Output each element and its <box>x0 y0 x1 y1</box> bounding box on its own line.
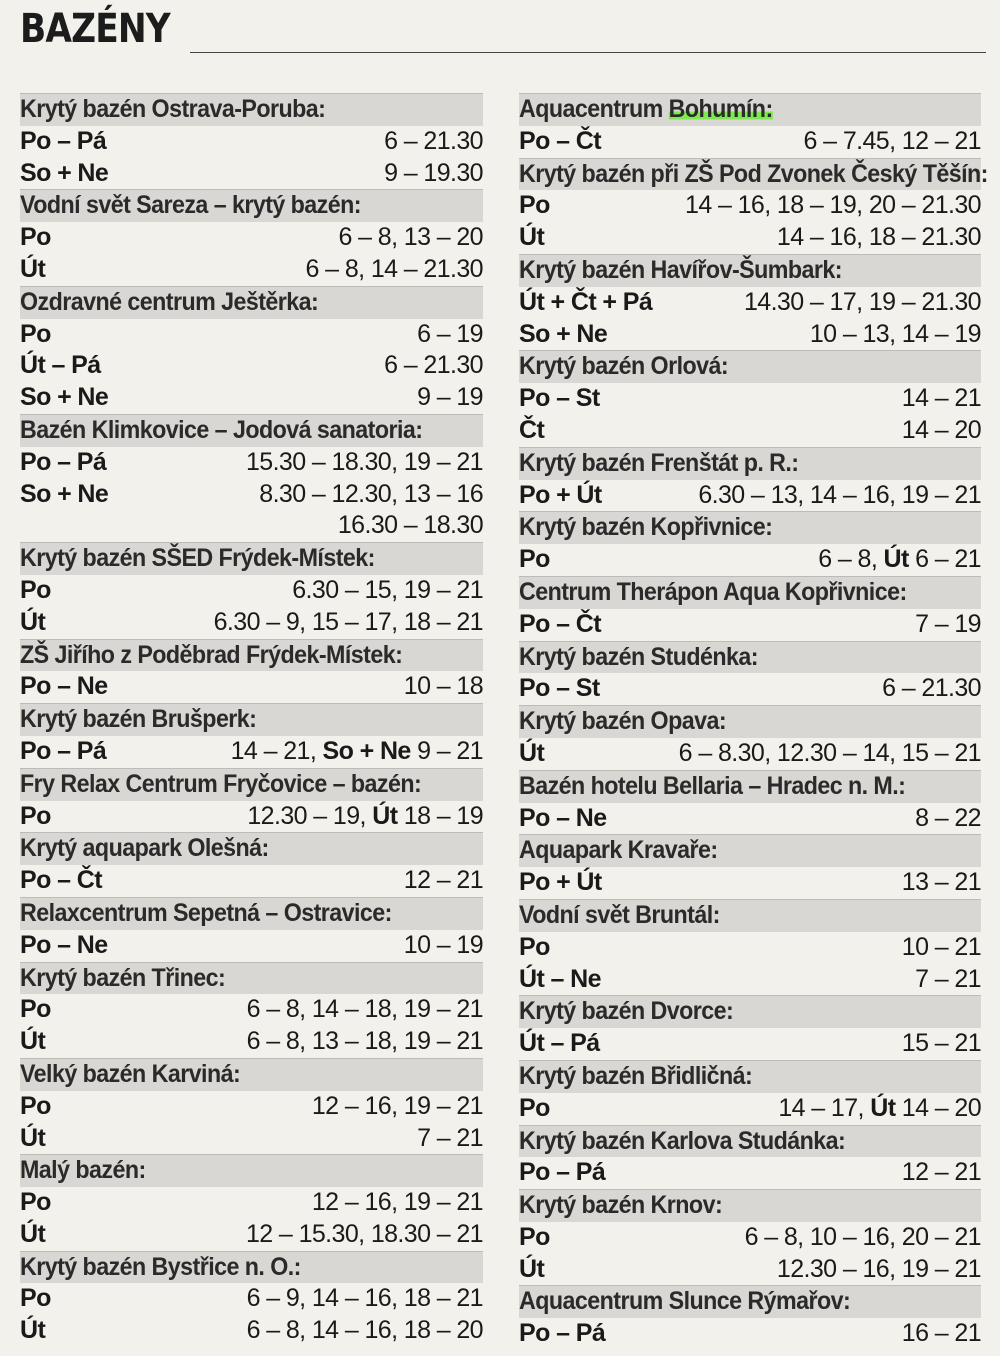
schedule-row <box>519 383 981 415</box>
pool-name-row <box>519 1189 981 1222</box>
schedule-hours: 6 – 8.30, 12.30 – 14, 15 – 21 <box>678 738 981 767</box>
schedule-hours: 6 – 8, 14 – 18, 19 – 21 <box>246 995 483 1024</box>
pool-name-row <box>20 414 483 447</box>
schedule-days: Út <box>519 223 545 252</box>
pool-name: Krytý bazén Dvorce: <box>519 997 734 1026</box>
schedule-row <box>519 609 981 641</box>
schedule-row <box>519 126 981 158</box>
pool-name: Relaxcentrum Sepetná – Ostravice: <box>20 898 392 927</box>
schedule-hours: 7 – 19 <box>915 609 981 638</box>
pool-name: Aquapark Kravaře: <box>519 836 718 865</box>
schedule-hours: 14 – 17, Út 14 – 20 <box>778 1093 981 1122</box>
pool-name: Vodní svět Sareza – krytý bazén: <box>20 191 361 220</box>
schedule-hours: 6 – 19 <box>417 319 483 348</box>
schedule-days: Út + Čt + Pá <box>519 287 653 316</box>
schedule-days: Út <box>519 1254 545 1283</box>
schedule-row <box>20 382 483 414</box>
schedule-days: Po – Čt <box>20 866 102 895</box>
schedule-days: Po <box>20 1284 51 1313</box>
schedule-row <box>519 1318 981 1350</box>
schedule-days: Po – Ne <box>519 803 607 832</box>
schedule-days: Po <box>20 995 51 1024</box>
schedule-days: Út – Pá <box>20 351 101 380</box>
schedule-days-inline: Út <box>883 545 909 574</box>
schedule-hours: 6 – 8, 14 – 16, 18 – 20 <box>246 1316 483 1345</box>
pool-name-row <box>519 447 981 480</box>
schedule-row <box>519 1222 981 1254</box>
pool-name-row <box>20 286 483 319</box>
pool-name-row <box>20 962 483 995</box>
schedule-row <box>519 1254 981 1286</box>
schedule-hours: 15 – 21 <box>901 1029 981 1058</box>
title-rule <box>190 52 986 53</box>
schedule-days: Po + Út <box>519 480 602 509</box>
schedule-row <box>20 254 483 286</box>
schedule-row <box>519 1157 981 1189</box>
schedule-days: Po <box>20 801 51 830</box>
schedule-days: Po – St <box>519 384 600 413</box>
schedule-row <box>20 865 483 897</box>
schedule-days-inline: Út <box>372 801 398 830</box>
schedule-days: So + Ne <box>20 479 109 508</box>
schedule-days: Út <box>519 738 545 767</box>
pool-name: Malý bazén: <box>20 1156 146 1185</box>
schedule-hours: 8.30 – 12.30, 13 – 16 <box>259 479 483 508</box>
right-column <box>519 93 988 1350</box>
pool-name-row <box>20 542 483 575</box>
schedule-days: Po – Pá <box>519 1158 606 1187</box>
schedule-hours: 6 – 8, 14 – 21.30 <box>305 254 483 283</box>
schedule-hours: 15.30 – 18.30, 19 – 21 <box>245 447 483 476</box>
schedule-row <box>20 1283 483 1315</box>
page-title: BAZÉNY <box>20 6 170 52</box>
pool-name-row <box>519 93 981 126</box>
schedule-hours: 7 – 21 <box>915 964 981 993</box>
schedule-days: Po – Ne <box>20 930 108 959</box>
schedule-hours: 14 – 21 <box>901 384 981 413</box>
schedule-row <box>20 1123 483 1155</box>
pool-name-row <box>20 189 483 222</box>
schedule-row <box>20 1026 483 1058</box>
schedule-row <box>20 350 483 382</box>
schedule-hours: 6 – 8, Út 6 – 21 <box>818 545 981 574</box>
schedule-days: Út <box>20 607 46 636</box>
schedule-hours: 16 – 21 <box>901 1319 981 1348</box>
schedule-days: Út <box>20 1219 46 1248</box>
schedule-row <box>20 671 483 703</box>
schedule-days: Po – Pá <box>519 1319 606 1348</box>
schedule-row <box>519 738 981 770</box>
schedule-row <box>20 1219 483 1251</box>
schedule-days: Po <box>519 1222 550 1251</box>
pool-name-row <box>519 899 981 932</box>
schedule-hours: 6 – 8, 10 – 16, 20 – 21 <box>744 1222 981 1251</box>
schedule-days: Po <box>519 191 550 220</box>
schedule-days: Út <box>20 1123 46 1152</box>
schedule-hours: 10 – 13, 14 – 19 <box>809 319 981 348</box>
schedule-hours: 8 – 22 <box>915 803 981 832</box>
schedule-hours: 7 – 21 <box>417 1123 483 1152</box>
schedule-hours: 6 – 9, 14 – 16, 18 – 21 <box>246 1284 483 1313</box>
schedule-row <box>20 126 483 158</box>
schedule-row <box>20 930 483 962</box>
pool-name-row <box>519 705 981 738</box>
schedule-row <box>519 673 981 705</box>
schedule-days: Po <box>519 1093 550 1122</box>
schedule-row <box>519 222 981 254</box>
schedule-hours: 10 – 18 <box>403 672 483 701</box>
pool-name: Krytý bazén při ZŠ Pod Zvonek Český Těšín: <box>519 159 988 188</box>
schedule-days: Út <box>20 1027 46 1056</box>
schedule-hours: 6 – 21.30 <box>384 351 483 380</box>
schedule-row <box>20 1187 483 1219</box>
schedule-days: Po <box>519 932 550 961</box>
schedule-days: Po – St <box>519 674 600 703</box>
schedule-days: Po <box>20 223 51 252</box>
schedule-row <box>519 803 981 835</box>
schedule-row <box>519 480 981 512</box>
schedule-days: Po <box>20 575 51 604</box>
schedule-hours: 14.30 – 17, 19 – 21.30 <box>743 287 981 316</box>
pool-name: ZŠ Jiřího z Poděbrad Frýdek-Místek: <box>20 640 403 669</box>
pool-name-row <box>20 897 483 930</box>
pool-name: Krytý bazén Ostrava-Poruba: <box>20 95 326 123</box>
schedule-row <box>519 964 981 996</box>
pool-name: Aquacentrum Bohumín: <box>519 94 773 126</box>
pool-name-row <box>519 641 981 674</box>
schedule-hours: 6.30 – 15, 19 – 21 <box>292 575 483 604</box>
pool-name: Ozdravné centrum Ještěrka: <box>20 287 319 316</box>
schedule-hours: 10 – 21 <box>901 932 981 961</box>
pool-name: Krytý bazén Karlova Studánka: <box>519 1126 846 1155</box>
schedule-days: So + Ne <box>519 319 608 348</box>
schedule-days-inline: Út <box>870 1093 896 1122</box>
pool-name-row <box>519 1285 981 1318</box>
schedule-hours: 9 – 19.30 <box>384 158 483 187</box>
schedule-hours: 14 – 16, 18 – 19, 20 – 21.30 <box>685 191 981 220</box>
schedule-hours: 12 – 21 <box>403 866 483 895</box>
schedule-row <box>20 607 483 639</box>
schedule-hours: 14 – 20 <box>901 415 981 444</box>
pool-name: Krytý bazén Bystřice n. O.: <box>20 1252 301 1281</box>
pool-name: Fry Relax Centrum Fryčovice – bazén: <box>20 769 422 798</box>
pool-name: Krytý bazén Kopřivnice: <box>519 513 773 542</box>
pool-name: Krytý bazén Krnov: <box>519 1191 723 1220</box>
schedule-days: Út <box>20 254 46 283</box>
schedule-days: Čt <box>519 415 545 444</box>
schedule-days: Po <box>519 545 550 574</box>
pool-name: Krytý bazén Havířov-Šumbark: <box>519 255 842 284</box>
pool-name-row <box>20 703 483 736</box>
highlighted-text: Bohumín: <box>669 94 773 126</box>
pool-name: Krytý bazén Třinec: <box>20 963 226 992</box>
schedule-row <box>20 479 483 511</box>
pool-name: Krytý bazén SŠED Frýdek-Místek: <box>20 544 375 573</box>
schedule-row <box>519 415 981 447</box>
schedule-row <box>20 1091 483 1123</box>
pool-name: Bazén hotelu Bellaria – Hradec n. M.: <box>519 771 906 800</box>
pool-name: Krytý bazén Orlová: <box>519 352 729 381</box>
schedule-row <box>20 1315 483 1347</box>
pool-name: Centrum Therápon Aqua Kopřivnice: <box>519 577 907 606</box>
pool-name-row <box>519 995 981 1028</box>
schedule-hours: 12 – 16, 19 – 21 <box>311 1188 483 1217</box>
schedule-days: Po <box>20 1188 51 1217</box>
schedule-days: Po <box>20 1091 51 1120</box>
pool-name: Krytý bazén Opava: <box>519 707 727 736</box>
schedule-days: Út – Ne <box>519 964 601 993</box>
schedule-row <box>20 447 483 479</box>
schedule-row <box>519 319 981 351</box>
pool-name: Krytý aquapark Olešná: <box>20 834 269 863</box>
schedule-days: Po <box>20 319 51 348</box>
schedule-row <box>519 932 981 964</box>
schedule-hours: 9 – 19 <box>417 383 483 412</box>
pool-name: Velký bazén Karviná: <box>20 1059 241 1088</box>
pool-name: Bazén Klimkovice – Jodová sanatoria: <box>20 415 423 444</box>
schedule-hours: 14 – 21, So + Ne 9 – 21 <box>230 736 483 765</box>
schedule-days: Po – Čt <box>519 126 601 155</box>
schedule-hours: 12.30 – 19, Út 18 – 19 <box>247 801 483 830</box>
pool-name-row <box>519 1125 981 1158</box>
pool-name-row <box>20 1154 483 1187</box>
schedule-hours: 6 – 21.30 <box>384 126 483 155</box>
pool-name-row <box>20 768 483 801</box>
schedule-hours: 6 – 8, 13 – 20 <box>338 223 483 252</box>
schedule-days: Po – Čt <box>519 609 601 638</box>
schedule-hours: 12.30 – 16, 19 – 21 <box>776 1254 981 1283</box>
schedule-hours: 6 – 7.45, 12 – 21 <box>803 126 981 155</box>
pool-name-row <box>519 834 981 867</box>
pool-name-row <box>519 254 981 287</box>
pool-name-row <box>20 1058 483 1091</box>
schedule-hours: 12 – 15.30, 18.30 – 21 <box>245 1219 483 1248</box>
schedule-hours: 6.30 – 9, 15 – 17, 18 – 21 <box>213 607 483 636</box>
pool-name-row <box>519 511 981 544</box>
schedule-row <box>519 1028 981 1060</box>
schedule-days: Po – Ne <box>20 672 108 701</box>
schedule-days-inline: So + Ne <box>322 736 411 765</box>
schedule-row <box>20 158 483 190</box>
schedule-row <box>519 190 981 222</box>
schedule-hours: 10 – 19 <box>403 930 483 959</box>
pool-name-row <box>20 93 483 126</box>
schedule-hours: 14 – 16, 18 – 21.30 <box>776 223 981 252</box>
pool-name-row <box>519 1060 981 1093</box>
schedule-hours: 12 – 16, 19 – 21 <box>311 1091 483 1120</box>
pool-name-row <box>519 158 988 191</box>
schedule-row <box>20 994 483 1026</box>
pool-name: Krytý bazén Břidličná: <box>519 1061 753 1090</box>
pool-name-row <box>20 639 483 672</box>
schedule-row <box>20 222 483 254</box>
schedule-row <box>519 287 981 319</box>
schedule-days: Po – Pá <box>20 126 107 155</box>
schedule-days: So + Ne <box>20 158 109 187</box>
schedule-row <box>519 544 981 576</box>
pool-name-row <box>519 576 981 609</box>
left-column <box>20 93 483 1347</box>
schedule-row <box>20 736 483 768</box>
pool-name: Krytý bazén Brušperk: <box>20 705 257 734</box>
schedule-hours: 16.30 – 18.30 <box>337 511 483 540</box>
schedule-row <box>20 319 483 351</box>
schedule-hours: 13 – 21 <box>901 868 981 897</box>
schedule-days: Po – Pá <box>20 447 107 476</box>
schedule-row <box>519 1093 981 1125</box>
pool-name-row <box>20 1251 483 1284</box>
schedule-days: Po + Út <box>519 868 602 897</box>
schedule-row <box>20 510 483 542</box>
schedule-days: Po – Pá <box>20 736 107 765</box>
schedule-hours: 6 – 21.30 <box>882 674 981 703</box>
schedule-row <box>20 575 483 607</box>
pool-name: Vodní svět Bruntál: <box>519 900 720 929</box>
schedule-row <box>20 801 483 833</box>
pool-name-row <box>519 770 981 803</box>
schedule-days: So + Ne <box>20 383 109 412</box>
pool-name: Aquacentrum Slunce Rýmařov: <box>519 1287 851 1316</box>
schedule-days: Út <box>20 1316 46 1345</box>
pool-name-row <box>519 350 981 383</box>
schedule-hours: 6.30 – 13, 14 – 16, 19 – 21 <box>698 480 981 509</box>
schedule-hours: 12 – 21 <box>901 1158 981 1187</box>
pool-name: Krytý bazén Studénka: <box>519 642 758 671</box>
pool-name: Krytý bazén Frenštát p. R.: <box>519 448 799 477</box>
schedule-row <box>519 867 981 899</box>
pool-name-row <box>20 832 483 865</box>
schedule-hours: 6 – 8, 13 – 18, 19 – 21 <box>246 1027 483 1056</box>
schedule-days: Út – Pá <box>519 1029 600 1058</box>
